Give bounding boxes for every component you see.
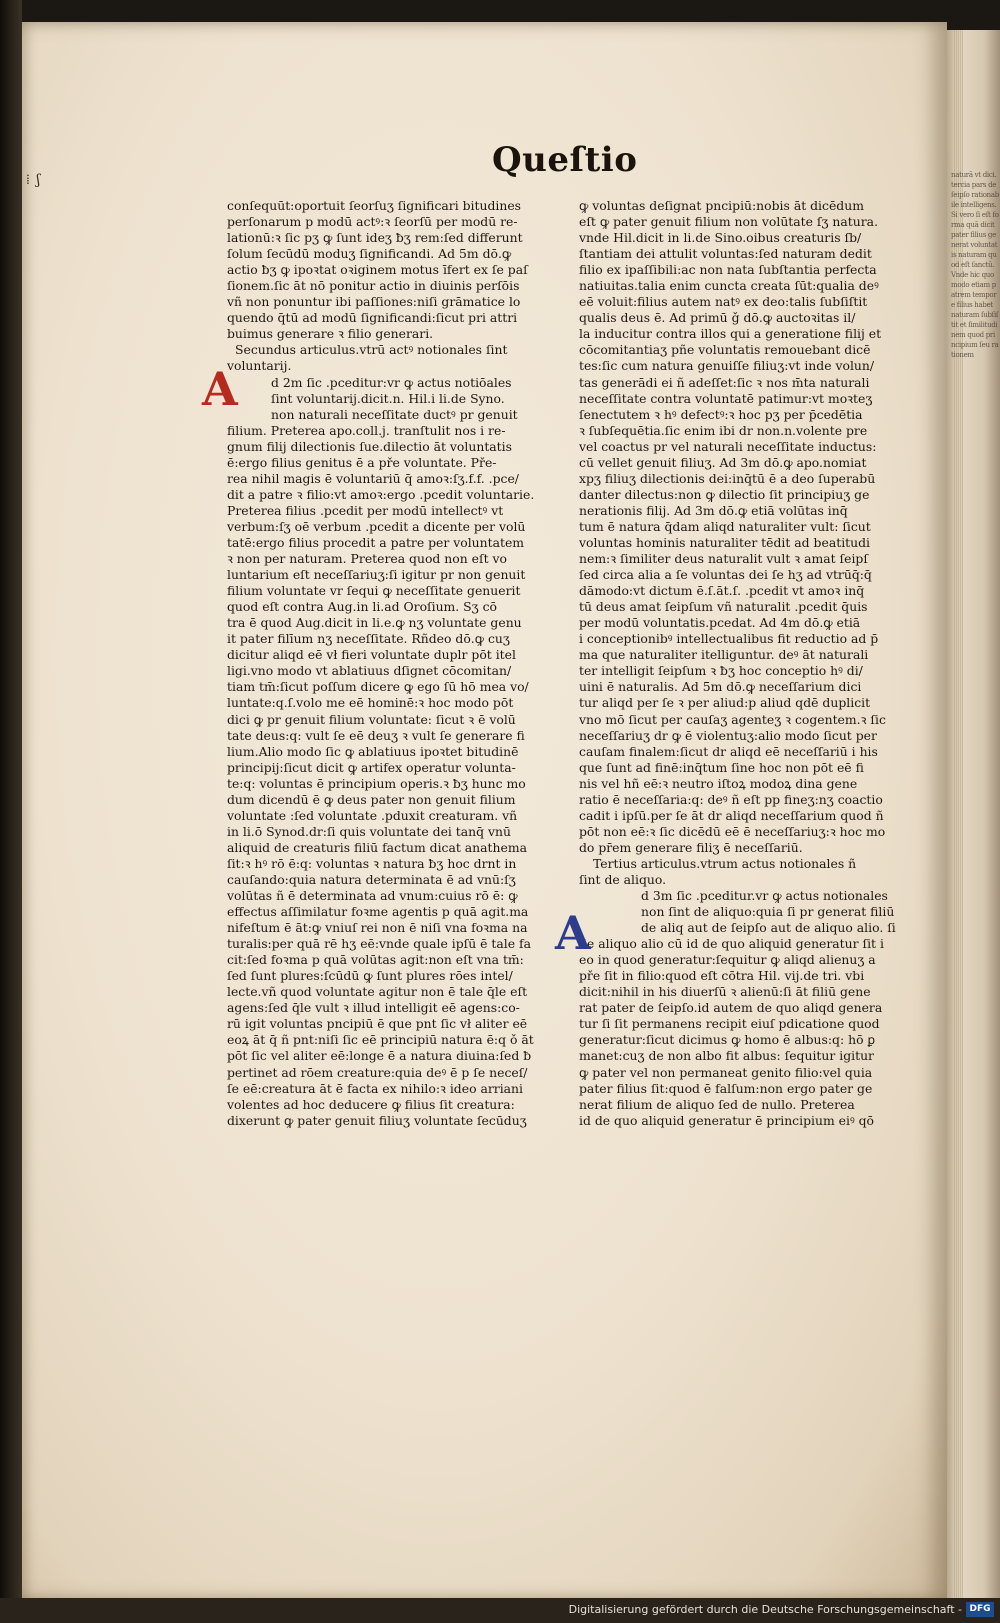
text-line: d 3m ſic .pceditur.vr ꝙ actus notionales xyxy=(641,888,888,904)
text-line: tas generādi ei ñ adeſſet:ſic ꝛ nos m̄ta naturali xyxy=(579,374,870,390)
text-line: effectus aſſimilatur foꝛme agentis p quā agit.ma xyxy=(227,904,529,920)
text-line: lationū:ꝛ ſic pʒ ꝙ ſunt ideʒ ƀʒ rem:ſed differunt xyxy=(227,230,523,246)
text-line: quendo q̄tū ad modū ſignificandi:ſicut pri attri xyxy=(227,310,518,326)
right-text-column xyxy=(579,198,901,1129)
text-line: eē voluit:filius autem natꝰ ex deo:talis ſubſiſtit xyxy=(579,294,868,310)
text-line: ſed circa alia a ſe voluntas dei ſe hʒ ad vtrūq̄:q̄ xyxy=(579,567,872,583)
text-line: dit a patre ꝛ filio:vt amoꝛ:ergo .pcedit voluntarie. xyxy=(227,486,535,502)
text-line: principij:ſicut dicit ꝙ artifex operatur volunta- xyxy=(227,759,516,775)
text-line: ꝛ ſubſequētia.ſic enim ibi dr non.n.volente pre xyxy=(579,422,868,438)
text-line: gnum filij dilectionis ſue.dilectio āt voluntatis xyxy=(227,438,512,454)
text-line: ſint voluntarij.dicit.n. Hil.i li.de Syno. xyxy=(271,390,505,406)
text-line: nerationis filij. Ad 3m dō.ꝙ etiā volūtas inq̄ xyxy=(579,502,848,518)
text-line: generatur:ſicut dicimus ꝙ homo ē albus:q: hō ꝑ xyxy=(579,1032,876,1048)
text-line: vnde Hil.dicit in li.de Sino.oibus creaturis ſb/ xyxy=(579,230,862,246)
text-line: rea nihil magis ē voluntariū q̄ amoꝛ:ſʒ.f.f. .pce/ xyxy=(227,470,519,486)
next-page-text: naturā vt dici. tercia pars de ſeipſo rationabile intelligens. Si vero ſi eſt forma quā dicit pater filius generat voluntatis naturam quod eſt ſanctū. Vnde hic quo modo etiam patrem tempore filius habet naturam ſubſiſtit et ſimilitudinem quod principium ſeu rationem xyxy=(951,171,999,359)
text-line: cadit i ipſū.per ſe āt dr aliqd neceſſarium quod ñ xyxy=(579,807,884,823)
text-line: rat pater de ſeipſo.id autem de quo aliqd genera xyxy=(579,1000,883,1016)
text-line: uini ē naturalis. Ad 5m dō.ꝙ neceſſarium dici xyxy=(579,679,862,695)
text-line: nem:ꝛ ſimiliter deus naturalit vult ꝛ amat ſeipſ xyxy=(579,551,868,567)
dfg-logo[interactable]: DFG xyxy=(966,1602,994,1617)
text-line: eo in quod generatur:ſequitur ꝙ aliqd alienuʒ a xyxy=(579,952,876,968)
text-line: buimus generare ꝛ filio generari. xyxy=(227,326,434,342)
text-line: ma que naturaliter itelliguntur. deꝰ āt naturali xyxy=(579,647,869,663)
left-text-column xyxy=(227,198,554,1129)
text-line: agens:ſed q̄le vult ꝛ illud intelligit eē agens:co- xyxy=(227,1000,520,1016)
next-page-edge xyxy=(947,30,1000,1598)
text-line: quod eſt contra Aug.in li.ad Oroſium. Sʒ cō xyxy=(227,599,498,615)
text-line: tur ſi ſit permanens recipit eiuſ pdicatione quod xyxy=(579,1016,880,1032)
text-line: ſenectutem ꝛ hꝰ defectꝰ:ꝛ hoc pʒ per p̄cedētia xyxy=(579,406,863,422)
text-line: neceſſitate contra voluntatē patimur:vt moꝛteʒ xyxy=(579,390,873,406)
text-line: ſint de aliquo. xyxy=(579,871,667,887)
text-line: ꝙ voluntas deſignat pncipiū:nobis āt dicēdum xyxy=(579,198,864,213)
text-line: rū igit voluntas pncipiū ē que pnt ſic vł aliter eē xyxy=(227,1016,528,1032)
text-line: eoꝝ āt q̄ ñ pnt:niſi ſic eē principiū natura ē:q ǒ āt xyxy=(227,1032,534,1048)
text-line: luntate:q.ſ.volo me eē hominē:ꝛ hoc modo pōt xyxy=(227,695,514,711)
text-line: i conceptionibꝰ intellectualibus fit reductio ad p̄ xyxy=(579,631,879,647)
text-line: d 2m ſic .pceditur:vr ꝙ actus notiōales xyxy=(271,374,512,390)
text-line: volūtas ñ ē determinata ad vnum:cuius rō ē: ꝙ xyxy=(227,888,518,904)
text-line: in li.ō Synod.dr:ſi quis voluntate dei tanq̄ vnū xyxy=(227,823,511,839)
text-line: nerat filium de aliquo ſed de nullo. Preterea xyxy=(579,1096,855,1112)
text-line: ꝙ pater vel non permaneat genito filio:vel quia xyxy=(579,1064,873,1080)
text-line: ꝛ non per naturam. Preterea quod non eſt vo xyxy=(227,551,507,567)
text-line: vñ non ponuntur ibi paſſiones:niſi grāmatice lo xyxy=(227,294,521,310)
margin-marks: ⁞ ʃ xyxy=(26,172,42,188)
initial-letter-left: A xyxy=(202,362,238,416)
text-line: id de quo aliquid generatur ē principium eiꝰ qō xyxy=(579,1112,875,1128)
text-line: ſe eē:creatura āt ē facta ex nihilo:ꝛ ideo arriani xyxy=(227,1080,523,1096)
text-line: ter intelligit ſeipſum ꝛ ƀʒ hoc conceptio hꝰ di/ xyxy=(579,663,863,679)
text-line: luntarium eſt neceſſariuʒ:ſi igitur pr non genuit xyxy=(227,567,526,583)
text-line: xpʒ filiuʒ dilectionis dei:inq̄tū ē a deo ſuperabū xyxy=(579,470,876,486)
text-line: nifeſtum ē āt:ꝙ vniuſ rei non ē niſi vna foꝛma na xyxy=(227,920,528,936)
text-line: pertinet ad rōem creature:quia deꝰ ē p ſe neceſ/ xyxy=(227,1064,528,1080)
text-line: que ſunt ad finē:inq̄tum ſine hoc non pōt eē fi xyxy=(579,759,864,775)
text-line: dicitur aliqd eē vł fieri voluntate duplr pōt itel xyxy=(227,647,516,663)
text-line: dici ꝙ pr genuit filium voluntate: ſicut ꝛ ē volū xyxy=(227,711,516,727)
text-line: la inducitur contra illos qui a generatione filij et xyxy=(579,326,882,342)
text-line: ſit:ꝛ hꝰ rō ē:q: voluntas ꝛ natura ƀʒ hoc drnt in xyxy=(227,855,517,871)
text-line: filium. Preterea apo.coll.j. tranſtulit nos i re- xyxy=(227,422,506,438)
text-line: eſt ꝙ pater genuit filium non volūtate ſʒ natura. xyxy=(579,214,879,230)
text-line: pater filius ſit:quod ē falſum:non ergo pater ge xyxy=(579,1080,873,1096)
text-line: cit:ſed foꝛma p quā volūtas agit:non eſt vna tm̄: xyxy=(227,952,524,968)
text-line: cōcomitantiaʒ pñe voluntatis remouebant dicē xyxy=(579,342,871,358)
text-line: tra ē quod Aug.dicit in li.e.ꝙ nʒ voluntate genu xyxy=(227,615,522,631)
text-line: volentes ad hoc deducere ꝙ filius ſit creatura: xyxy=(227,1096,515,1112)
text-line: Tertius articulus.vtrum actus notionales ñ xyxy=(593,855,857,871)
text-line: de aliquo alio cū id de quo aliquid generatur ſit i xyxy=(579,936,884,952)
text-line: tiam tm̄:ſicut poſſum dicere ꝙ ego ſū hō mea vo/ xyxy=(227,679,529,695)
text-line: conſequūt:oportuit ſeorſuʒ ſignificari bitudines xyxy=(227,198,522,213)
text-line: natiuitas.talia enim cuncta creata ſūt:qualia deꝰ xyxy=(579,278,879,294)
text-line: ſionem.ſic āt nō ponitur actio in diuinis perſōis xyxy=(227,278,520,294)
text-line: ligi.vno modo vt ablatiuus dſignet cōcomitan/ xyxy=(227,663,512,679)
text-line: dixerunt ꝙ pater genuit filiuʒ voluntate ſecūduʒ xyxy=(227,1112,527,1128)
text-line: actio ƀʒ ꝙ ipoꝛtat oꝛiginem motus īfert ex ſe paſ xyxy=(227,262,528,278)
initial-letter-right: A xyxy=(555,906,591,960)
book-page xyxy=(22,22,947,1600)
text-line: Secundus articulus.vtrū actꝰ notionales ſint xyxy=(235,342,508,358)
text-line: filium voluntate vr ſequi ꝙ neceſſitate genuerit xyxy=(227,583,521,599)
text-line: de aliq aut de ſeipſo aut de aliquo alio. ſi xyxy=(641,920,896,936)
text-line: ſolum ſecūdū moduʒ ſignificandi. Ad 5m dō.ꝙ xyxy=(227,246,512,262)
text-line: tes:ſic cum natura genuiſſe filiuʒ:vt inde volun/ xyxy=(579,358,875,374)
text-line: ſtantiam dei attulit voluntas:ſed naturam dedit xyxy=(579,246,872,262)
text-line: it pater filīum nʒ neceſſitate. Rñdeo dō.ꝙ cuʒ xyxy=(227,631,510,647)
text-line: pōt ſic vel aliter eē:longe ē a natura diuina:ſed ƀ xyxy=(227,1048,532,1064)
text-line: tatē:ergo filius procedit a patre per voluntatem xyxy=(227,534,525,550)
text-line: voluntas hominis naturaliter tēdit ad beatitudi xyxy=(579,534,871,550)
text-line: pōt non eē:ꝛ ſic dicēdū eē ē neceſſariuʒ:ꝛ hoc mo xyxy=(579,823,886,839)
text-line: te:q: voluntas ē principium operis.ꝛ ƀʒ hunc mo xyxy=(227,775,526,791)
text-line: filio ex ipaſſibili:ac non nata ſubſtantia perfecta xyxy=(579,262,877,278)
text-line: lecte.vñ quod voluntate agitur non ē tale q̄le eſt xyxy=(227,984,528,1000)
text-line: ſed ſunt plures:ſcūdū ꝙ ſunt plures rōes intel/ xyxy=(227,968,513,984)
text-line: aliquid de creaturis filiū factum dicat anathema xyxy=(227,839,527,855)
text-line: dicit:nihil in his diuerſū ꝛ alienū:ſi āt filiū gene xyxy=(579,984,871,1000)
text-line: cauſam finalem:ſicut dr aliqd eē neceſſariū i his xyxy=(579,743,878,759)
text-line: dāmodo:vt dictum ē.ſ.āt.ſ. .pcedit vt amoꝛ inq̄ xyxy=(579,583,865,599)
book-left-edge xyxy=(0,0,22,1623)
text-line: voluntate :ſed voluntate .pduxit creaturam. vñ xyxy=(227,807,518,823)
text-line: do pr̄em generare filiʒ ē neceſſariū. xyxy=(579,839,803,855)
text-line: manet:cuʒ de non albo fit albus: ſequitur igitur xyxy=(579,1048,874,1064)
text-line: lium.Alio modo ſic ꝙ ablatiuus ipoꝛtet bitudinē xyxy=(227,743,519,759)
text-line: vel coactus pr vel naturali neceſſitate inductus: xyxy=(579,438,877,454)
text-line: nis vel hñ eē:ꝛ neutro iſtoꝝ modoꝝ dina gene xyxy=(579,775,858,791)
text-line: verbum:ſʒ oē verbum .pcedit a dicente per volū xyxy=(227,518,526,534)
text-line: voluntarij. xyxy=(227,358,292,374)
page-title: Queſtio xyxy=(492,140,638,180)
text-line: pře ſit in filio:quod eſt cōtra Hil. vij.de tri. vbi xyxy=(579,968,865,984)
text-line: ratio ē neceſſaria:q: deꝰ ñ eſt pp fineʒ:nʒ coactio xyxy=(579,791,883,807)
text-line: vno mō ſicut per cauſaʒ agenteʒ ꝛ cogentem.ꝛ ſic xyxy=(579,711,886,727)
text-line: dum dicendū ē ꝙ deus pater non genuit filium xyxy=(227,791,516,807)
text-line: tum ē natura q̄dam aliqd naturaliter vult: ſicut xyxy=(579,518,871,534)
text-line: neceſſariuʒ dr ꝙ ē violentuʒ:alio modo ſicut per xyxy=(579,727,877,743)
text-line: tate deus:q: vult ſe eē deuʒ ꝛ vult ſe generare fi xyxy=(227,727,525,743)
text-line: qualis deus ē. Ad primū ǧ dō.ꝙ auctoꝛitas il/ xyxy=(579,310,856,326)
text-line: non naturali neceſſitate ductꝰ pr genuit xyxy=(271,406,518,422)
text-line: non ſint de aliquo:quia ſi pr generat filiū xyxy=(641,904,895,920)
text-line: perſonarum p modū actꝰ:ꝛ ſeorſū per modū re- xyxy=(227,214,518,230)
footer-credit: Digitalisierung gefördert durch die Deutsche Forschungsgemeinschaft - xyxy=(568,1603,962,1616)
text-line: ē:ergo filius genitus ē a pře voluntate. Pře- xyxy=(227,454,497,470)
text-line: cauſando:quia natura determinata ē ad vnū:ſʒ xyxy=(227,871,516,887)
text-line: danter dilectus:non ꝙ dilectio ſit principiuʒ ge xyxy=(579,486,870,502)
text-line: Preterea filius .pcedit per modū intellectꝰ vt xyxy=(227,502,504,518)
text-line: tur aliqd per ſe ꝛ per aliud:p aliud qdē duplicit xyxy=(579,695,871,711)
text-line: turalis:per quā rē hʒ eē:vnde quale ipſū ē tale fa xyxy=(227,936,532,952)
text-line: tū deus amat ſeipſum vñ naturalit .pcedit q̄uis xyxy=(579,599,868,615)
text-line: per modū voluntatis.pcedat. Ad 4m dō.ꝙ etiā xyxy=(579,615,861,631)
footer-bar xyxy=(0,1598,1000,1623)
text-line: cū vellet genuit filiuʒ. Ad 3m dō.ꝙ apo.nomiat xyxy=(579,454,867,470)
